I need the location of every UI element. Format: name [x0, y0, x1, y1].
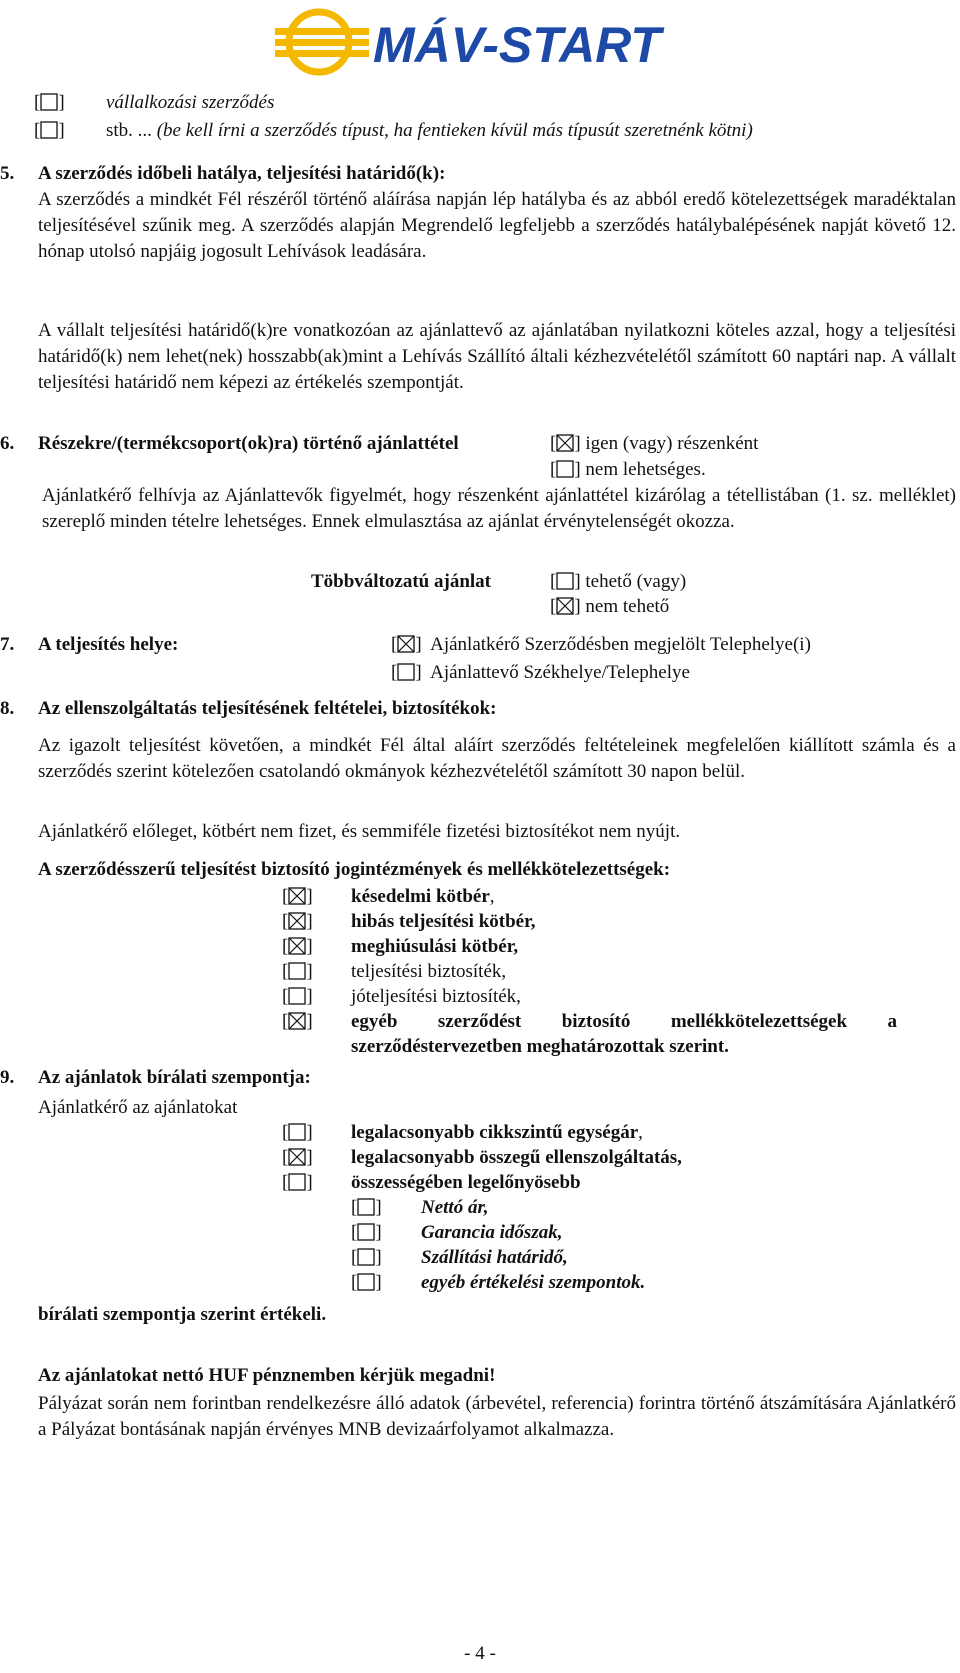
- criteria-option-3: [ ] összességében legelőnyösebb: [282, 1172, 581, 1193]
- multi-variant-option-yes: [ ] tehető (vagy): [550, 571, 687, 592]
- checkbox-checked-icon[interactable]: [288, 1148, 306, 1166]
- section-9-intro: Ajánlatkérő az ajánlatokat: [38, 1097, 238, 1118]
- checkbox-empty-icon[interactable]: [288, 987, 306, 1005]
- section-9-title: Az ajánlatok bírálati szempontja:: [38, 1067, 311, 1088]
- guarantee-item: [ ] teljesítési biztosíték,: [282, 961, 507, 982]
- checkbox-empty-icon[interactable]: [357, 1223, 375, 1241]
- checkbox-empty-icon[interactable]: [288, 1173, 306, 1191]
- section-6-paragraph: Ajánlatkérő felhívja az Ajánlattevők figyelmét, hogy részenként ajánlattétel kizárólag a tétellistában (1. sz. melléklet) szereplő minden tételre lehetséges. Ennek elmulasztása az ajánlat érvénytelenségét okozza.: [42, 485, 956, 532]
- section-8-paragraph-2: Ajánlatkérő előleget, kötbért nem fizet, és semmiféle fizetési biztosítékot nem nyújt.: [38, 821, 681, 842]
- checkbox-empty-icon[interactable]: [40, 121, 58, 139]
- checkbox-empty-icon[interactable]: [556, 460, 574, 478]
- checkbox-empty-icon[interactable]: [288, 962, 306, 980]
- guarantee-item: [ ] meghiúsulási kötbér,: [282, 936, 519, 957]
- guarantee-item-label: késedelmi kötbér: [351, 886, 490, 907]
- checkbox-checked-icon[interactable]: [288, 937, 306, 955]
- criteria-sub-label: Garancia időszak,: [421, 1222, 563, 1243]
- checkbox-empty-icon[interactable]: [40, 93, 58, 111]
- section-6-option-yes: [ ] igen (vagy) részenként: [550, 433, 759, 454]
- huf-title: Az ajánlatokat nettó HUF pénznemben kérjük megadni!: [38, 1365, 496, 1386]
- guarantee-item: [ ] késedelmi kötbér,: [282, 886, 495, 907]
- criteria-sub-label: Nettó ár,: [421, 1197, 489, 1218]
- checkbox-checked-icon[interactable]: [556, 597, 574, 615]
- guarantee-item-label: jóteljesítési biztosíték,: [351, 986, 521, 1007]
- multi-variant-option-no: [ ] nem tehető: [550, 596, 670, 617]
- checkbox-empty-icon[interactable]: [357, 1198, 375, 1216]
- section-5-paragraph-1: A szerződés a mindkét Fél részéről történő aláírása napján lép hatályba és az abból eredő kötelezettségek maradéktalan teljesítésével szűnik meg. A szerződés alapján Megrendelő legfeljebb a szerződés hatálybalépésének napját követő 12. hónap utolsó napjáig jogosult Lehívások leadására.: [38, 189, 956, 262]
- criteria-sub-item: [ ] Garancia időszak,: [351, 1222, 563, 1243]
- section-8-paragraph-1: Az igazolt teljesítést követően, a mindkét Fél által aláírt szerződés feltételeinek megfelelően kiállított számla és a szerződés szerint kötelezően csatolandó okmányok kézhezvételétől számított 30 napon belül.: [38, 735, 956, 782]
- checkbox-checked-icon[interactable]: [288, 887, 306, 905]
- logo-graphic: [275, 6, 675, 78]
- checkbox-empty-icon[interactable]: [357, 1273, 375, 1291]
- guarantee-item: [ ] jóteljesítési biztosíték,: [282, 986, 521, 1007]
- checkbox-checked-icon[interactable]: [397, 635, 415, 653]
- criteria-sub-label: Szállítási határidő,: [421, 1247, 568, 1268]
- guarantee-item-other: [ ]: [282, 1011, 313, 1032]
- section-8-title: Az ellenszolgáltatás teljesítésének feltételei, biztosítékok:: [38, 698, 497, 719]
- option-contract-type-2: [ ] stb. ... (be kell írni a szerződés típust, ha fentieken kívül más típusút szeretnénk kötni): [34, 120, 753, 141]
- checkbox-checked-icon[interactable]: [556, 434, 574, 452]
- section-6-option-no: [ ] nem lehetséges.: [550, 459, 706, 480]
- section-7-number: 7.: [0, 634, 15, 655]
- guarantee-item-label: hibás teljesítési kötbér,: [351, 911, 536, 932]
- mav-start-logo: [275, 6, 675, 78]
- section-8-number: 8.: [0, 698, 15, 719]
- section-7-title: A teljesítés helye:: [38, 634, 179, 655]
- section-5-number: 5.: [0, 163, 15, 184]
- huf-paragraph: Pályázat során nem forintban rendelkezésre álló adatok (árbevétel, referencia) forintra történő átszámítására Ajánlatkérő a Pályázat bontásának napján érvényes MNB devizaárfolyamot alkalmazza.: [38, 1393, 956, 1440]
- section-6-number: 6.: [0, 433, 15, 454]
- multi-variant-title: Többváltozatú ajánlat: [311, 571, 491, 592]
- section-5-paragraph-2: A vállalt teljesítési határidő(k)re vonatkozóan az ajánlattevő az ajánlatában nyilatkozni köteles azzal, hogy a teljesítési határidő(k) nem lehet(nek) hosszabb(ak)mint a Lehívás Szállító általi kézhezvételétől számított 60 naptári nap. A vállalt teljesítési határidő nem képezi az értékelés szempontját.: [38, 320, 956, 393]
- page-number: - 4 -: [464, 1643, 496, 1664]
- guarantee-item-other-line-2: szerződéstervezetben meghatározottak szerint.: [351, 1036, 729, 1057]
- checkbox-empty-icon[interactable]: [288, 1123, 306, 1141]
- checkbox-checked-icon[interactable]: [288, 912, 306, 930]
- section-9-number: 9.: [0, 1067, 15, 1088]
- guarantee-item-other-line-1: egyéb szerződést biztosító mellékkötelezettségek a: [351, 1011, 897, 1032]
- section-7-option-1: [ ] Ajánlatkérő Szerződésben megjelölt Telephelye(i): [391, 634, 811, 655]
- guarantee-item: [ ] hibás teljesítési kötbér,: [282, 911, 536, 932]
- section-9-closing: bírálati szempontja szerint értékeli.: [38, 1304, 327, 1325]
- guarantee-item-label: meghiúsulási kötbér,: [351, 936, 519, 957]
- checkbox-empty-icon[interactable]: [357, 1248, 375, 1266]
- criteria-sub-label: egyéb értékelési szempontok.: [421, 1272, 646, 1293]
- section-7-option-2: [ ] Ajánlattevő Székhelye/Telephelye: [391, 662, 690, 683]
- option-contract-type-1: [ ] vállalkozási szerződés: [34, 92, 275, 113]
- section-5-title: A szerződés időbeli hatálya, teljesítési határidő(k):: [38, 163, 446, 184]
- guarantee-item-label: teljesítési biztosíték,: [351, 961, 507, 982]
- criteria-sub-item: [ ] egyéb értékelési szempontok.: [351, 1272, 646, 1293]
- criteria-option-2: [ ] legalacsonyabb összegű ellenszolgáltatás,: [282, 1147, 682, 1168]
- criteria-sub-item: [ ] Szállítási határidő,: [351, 1247, 568, 1268]
- section-8-subtitle: A szerződésszerű teljesítést biztosító jogintézmények és mellékkötelezettségek:: [38, 859, 671, 880]
- logo-text: MÁV-START: [373, 17, 661, 73]
- section-6-title: Részekre/(termékcsoport(ok)ra) történő ajánlattétel: [38, 433, 459, 454]
- criteria-option-1: [ ] legalacsonyabb cikkszintű egységár,: [282, 1122, 643, 1143]
- checkbox-empty-icon[interactable]: [397, 663, 415, 681]
- criteria-sub-item: [ ] Nettó ár,: [351, 1197, 489, 1218]
- checkbox-checked-icon[interactable]: [288, 1012, 306, 1030]
- checkbox-empty-icon[interactable]: [556, 572, 574, 590]
